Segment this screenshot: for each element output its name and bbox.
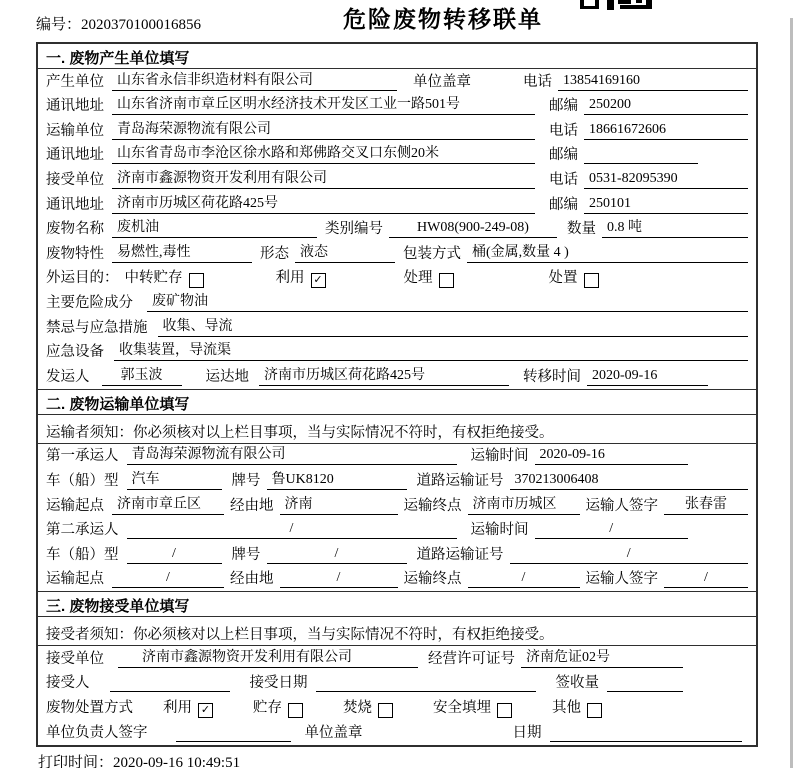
via2-value: /: [280, 568, 398, 588]
qty-value: 0.8 吨: [602, 218, 748, 238]
print-time-label: 打印时间：: [38, 755, 114, 768]
row-hazard: [38, 290, 756, 315]
end2-label: 运输终点: [403, 571, 462, 588]
hazard-label: 主要危险成分: [46, 294, 133, 311]
receiver-label: 接受单位: [46, 171, 104, 188]
transport-time2-value: /: [535, 519, 689, 539]
section2-title: 二. 废物运输单位填写: [38, 390, 756, 415]
document-header: [0, 0, 796, 40]
form-label: 形态: [260, 245, 289, 262]
vehicle2-value: /: [127, 544, 222, 564]
hazard-value: 废矿物油: [147, 292, 748, 312]
vehicle1-value: 汽车: [127, 470, 222, 490]
addr1-value: 山东省济南市章丘区明水经济技术开发区工业一路501号: [112, 95, 535, 115]
zip1-label: 邮编: [549, 98, 578, 115]
row-equipment: [38, 340, 756, 365]
road-cert1-label: 道路运输证号: [416, 472, 504, 489]
row-route1: [38, 493, 756, 518]
row-vehicle2: [38, 542, 756, 567]
responsible-sign-value: [176, 723, 291, 742]
dest-value: 济南市历城区荷花路425号: [259, 366, 509, 386]
addr1-label: 通讯地址: [46, 98, 104, 115]
check-mark: ✓: [200, 703, 211, 716]
shipper-label: 发运人: [46, 368, 90, 385]
row-producer-address: [38, 94, 756, 119]
disposal-store: [253, 699, 303, 717]
plate1-value: 鲁UK8120: [267, 470, 407, 490]
purpose-label: 外运目的：: [46, 270, 119, 287]
end2-value: /: [468, 568, 580, 588]
checkbox-treat: [439, 273, 454, 288]
page-edge-strip: [790, 18, 793, 768]
receive-person-value: [110, 673, 230, 692]
purpose-utilize-label: 利用: [275, 270, 305, 287]
receive-unit-label: 接受单位: [46, 650, 104, 667]
disposal-utilize-label: 利用: [163, 700, 192, 717]
serial-label: 编号：: [36, 17, 82, 33]
disposal-incinerate: [343, 699, 393, 717]
checkbox-disposal-landfill: [497, 703, 512, 718]
checkbox-dispose: [584, 273, 599, 288]
row-shipper: [38, 364, 756, 389]
disposal-landfill-label: 安全填埋: [433, 700, 491, 717]
taboo-value: 收集、导流: [158, 317, 749, 337]
section-transporter: [38, 389, 756, 592]
form-value: 液态: [295, 243, 395, 263]
disposal-incinerate-label: 焚烧: [343, 700, 372, 717]
addr3-value: 济南市历城区荷花路425号: [112, 194, 535, 214]
second-carrier-value: /: [127, 519, 457, 539]
receive-person-label: 接受人: [46, 675, 90, 692]
purpose-dispose: [549, 269, 599, 287]
row-purpose: [38, 266, 756, 291]
first-carrier-label: 第一承运人: [46, 448, 119, 465]
zip3-label: 邮编: [549, 196, 578, 213]
row-disposal: [38, 695, 756, 720]
license-label: 经营许可证号: [428, 650, 515, 667]
disposal-store-label: 贮存: [253, 700, 282, 717]
pack-value: 桶(金属,数量 4 ): [467, 243, 748, 263]
checkbox-disposal-other: [587, 703, 602, 718]
via1-value: 济南: [280, 495, 398, 515]
dest-label: 运达地: [205, 368, 249, 385]
receive-date-label: 接受日期: [249, 675, 308, 692]
sign1-value: 张春雷: [664, 495, 748, 515]
taboo-label: 禁忌与应急措施: [46, 319, 148, 336]
row-receiver-unit: [38, 167, 756, 192]
row-first-carrier: [38, 444, 756, 469]
equip-label: 应急设备: [46, 344, 104, 361]
equip-value: 收集装置，导流渠: [114, 341, 748, 361]
amount-value: [607, 673, 683, 692]
trait-value: 易燃性,毒性: [112, 243, 252, 263]
receive-date-value: [316, 673, 536, 692]
checkbox-transfer-storage: [189, 273, 204, 288]
sign2-label: 运输人签字: [585, 571, 658, 588]
addr2-label: 通讯地址: [46, 147, 104, 164]
purpose-utilize: [276, 269, 326, 287]
transporter-notice: 运输者须知：你必须核对以上栏目事项，当与实际情况不符时，有权拒绝接受。: [38, 415, 756, 444]
pack-label: 包装方式: [403, 245, 461, 262]
row-route2: [38, 567, 756, 592]
carrier-label: 运输单位: [46, 122, 104, 139]
checkbox-disposal-utilize: [198, 703, 213, 718]
row-transport-unit: [38, 118, 756, 143]
page-title: 危险废物转移联单: [343, 6, 543, 32]
phone3-label: 电话: [549, 171, 578, 188]
row-waste-name: [38, 217, 756, 242]
row-responsible-sign: [38, 720, 756, 745]
transfer-time-label: 转移时间: [523, 368, 581, 385]
row-receive-unit: [38, 646, 756, 671]
phone1-value: 13854169160: [558, 71, 748, 91]
section-producer: [38, 44, 756, 389]
shipper-value: 郭玉波: [102, 366, 182, 386]
waste-name-value: 废机油: [112, 218, 317, 238]
second-carrier-label: 第二承运人: [46, 522, 119, 539]
phone1-label: 电话: [523, 73, 552, 90]
serial-value: 2020370100016856: [81, 17, 202, 33]
purpose-dispose-label: 处置: [548, 270, 578, 287]
vehicle1-label: 车（船）型: [46, 472, 119, 489]
checkbox-disposal-incinerate: [378, 703, 393, 718]
addr3-label: 通讯地址: [46, 196, 104, 213]
disposal-label: 废物处置方式: [46, 700, 133, 717]
qr-code-icon: [580, 0, 652, 11]
zip2-label: 邮编: [549, 147, 578, 164]
row-receive-person: [38, 671, 756, 696]
via1-label: 经由地: [230, 497, 274, 514]
section-receiver: [38, 591, 756, 744]
waste-name-label: 废物名称: [46, 221, 104, 238]
road-cert2-label: 道路运输证号: [416, 546, 504, 563]
receiver-notice: 接受者须知：你必须核对以上栏目事项，当与实际情况不符时，有权拒绝接受。: [38, 617, 756, 646]
receive-unit-value: 济南市鑫源物资开发利用有限公司: [118, 648, 418, 668]
category-value: HW08(900-249-08): [389, 218, 557, 238]
origin2-label: 运输起点: [46, 571, 104, 588]
end1-value: 济南市历城区: [468, 495, 580, 515]
plate1-label: 牌号: [231, 472, 261, 489]
checkbox-disposal-store: [288, 703, 303, 718]
unit-seal2-label: 单位盖章: [304, 724, 363, 741]
row-producer-unit: [38, 69, 756, 94]
purpose-transfer-storage-label: 中转贮存: [124, 270, 183, 287]
disposal-utilize: [163, 699, 213, 717]
row-transport-address: [38, 143, 756, 168]
vehicle2-label: 车（船）型: [46, 546, 119, 563]
unit-seal-label: 单位盖章: [413, 73, 471, 90]
origin2-value: /: [112, 568, 224, 588]
check-mark: ✓: [313, 273, 323, 286]
phone2-label: 电话: [549, 122, 578, 139]
row-second-carrier: [38, 518, 756, 543]
via2-label: 经由地: [230, 571, 274, 588]
phone3-value: 0531-82095390: [584, 169, 748, 189]
disposal-other-label: 其他: [552, 700, 581, 717]
trait-label: 废物特性: [46, 245, 104, 262]
zip3-value: 250101: [584, 194, 748, 214]
transport-time2-label: 运输时间: [470, 522, 529, 539]
plate2-value: /: [267, 544, 407, 564]
producer-unit-label: 产生单位: [46, 73, 104, 90]
date2-value: [550, 723, 743, 742]
checkbox-utilize: [311, 273, 326, 288]
road-cert2-value: /: [510, 544, 749, 564]
date2-label: 日期: [512, 724, 542, 741]
section3-title: 三. 废物接受单位填写: [38, 592, 756, 617]
purpose-transfer-storage: [125, 269, 204, 287]
origin1-label: 运输起点: [46, 497, 104, 514]
carrier-value: 青岛海荣源物流有限公司: [112, 120, 535, 140]
purpose-treat-label: 处理: [403, 270, 433, 287]
zip2-value: [584, 145, 698, 164]
plate2-label: 牌号: [231, 546, 261, 563]
manifest-table: [36, 42, 758, 747]
disposal-landfill: [433, 699, 512, 717]
zip1-value: 250200: [584, 95, 748, 115]
producer-unit-value: 山东省永信非织造材料有限公司: [112, 71, 397, 91]
row-vehicle1: [38, 468, 756, 493]
end1-label: 运输终点: [403, 497, 462, 514]
road-cert1-value: 370213006408: [510, 470, 749, 490]
row-waste-trait: [38, 241, 756, 266]
print-time-value: 2020-09-16 10:49:51: [113, 755, 241, 768]
responsible-sign-label: 单位负责人签字: [46, 724, 148, 741]
disposal-other: [552, 699, 602, 717]
row-receiver-address: [38, 192, 756, 217]
transport-time1-value: 2020-09-16: [535, 445, 689, 465]
license-value: 济南危证02号: [521, 648, 683, 668]
phone2-value: 18661672606: [584, 120, 748, 140]
addr2-value: 山东省青岛市李沧区徐水路和郑佛路交叉口东侧20米: [112, 144, 535, 164]
transport-time1-label: 运输时间: [470, 448, 529, 465]
transfer-time-value: 2020-09-16: [587, 366, 708, 386]
first-carrier-value: 青岛海荣源物流有限公司: [127, 445, 457, 465]
print-time: [38, 751, 240, 768]
section1-title: 一. 废物产生单位填写: [38, 44, 756, 69]
sign1-label: 运输人签字: [585, 497, 658, 514]
receiver-value: 济南市鑫源物资开发利用有限公司: [112, 169, 535, 189]
purpose-treat: [404, 269, 454, 287]
sign2-value: /: [664, 568, 748, 588]
row-taboo: [38, 315, 756, 340]
category-label: 类别编号: [325, 221, 383, 238]
origin1-value: 济南市章丘区: [112, 495, 224, 515]
qty-label: 数量: [567, 221, 596, 238]
amount-label: 签收量: [555, 675, 599, 692]
